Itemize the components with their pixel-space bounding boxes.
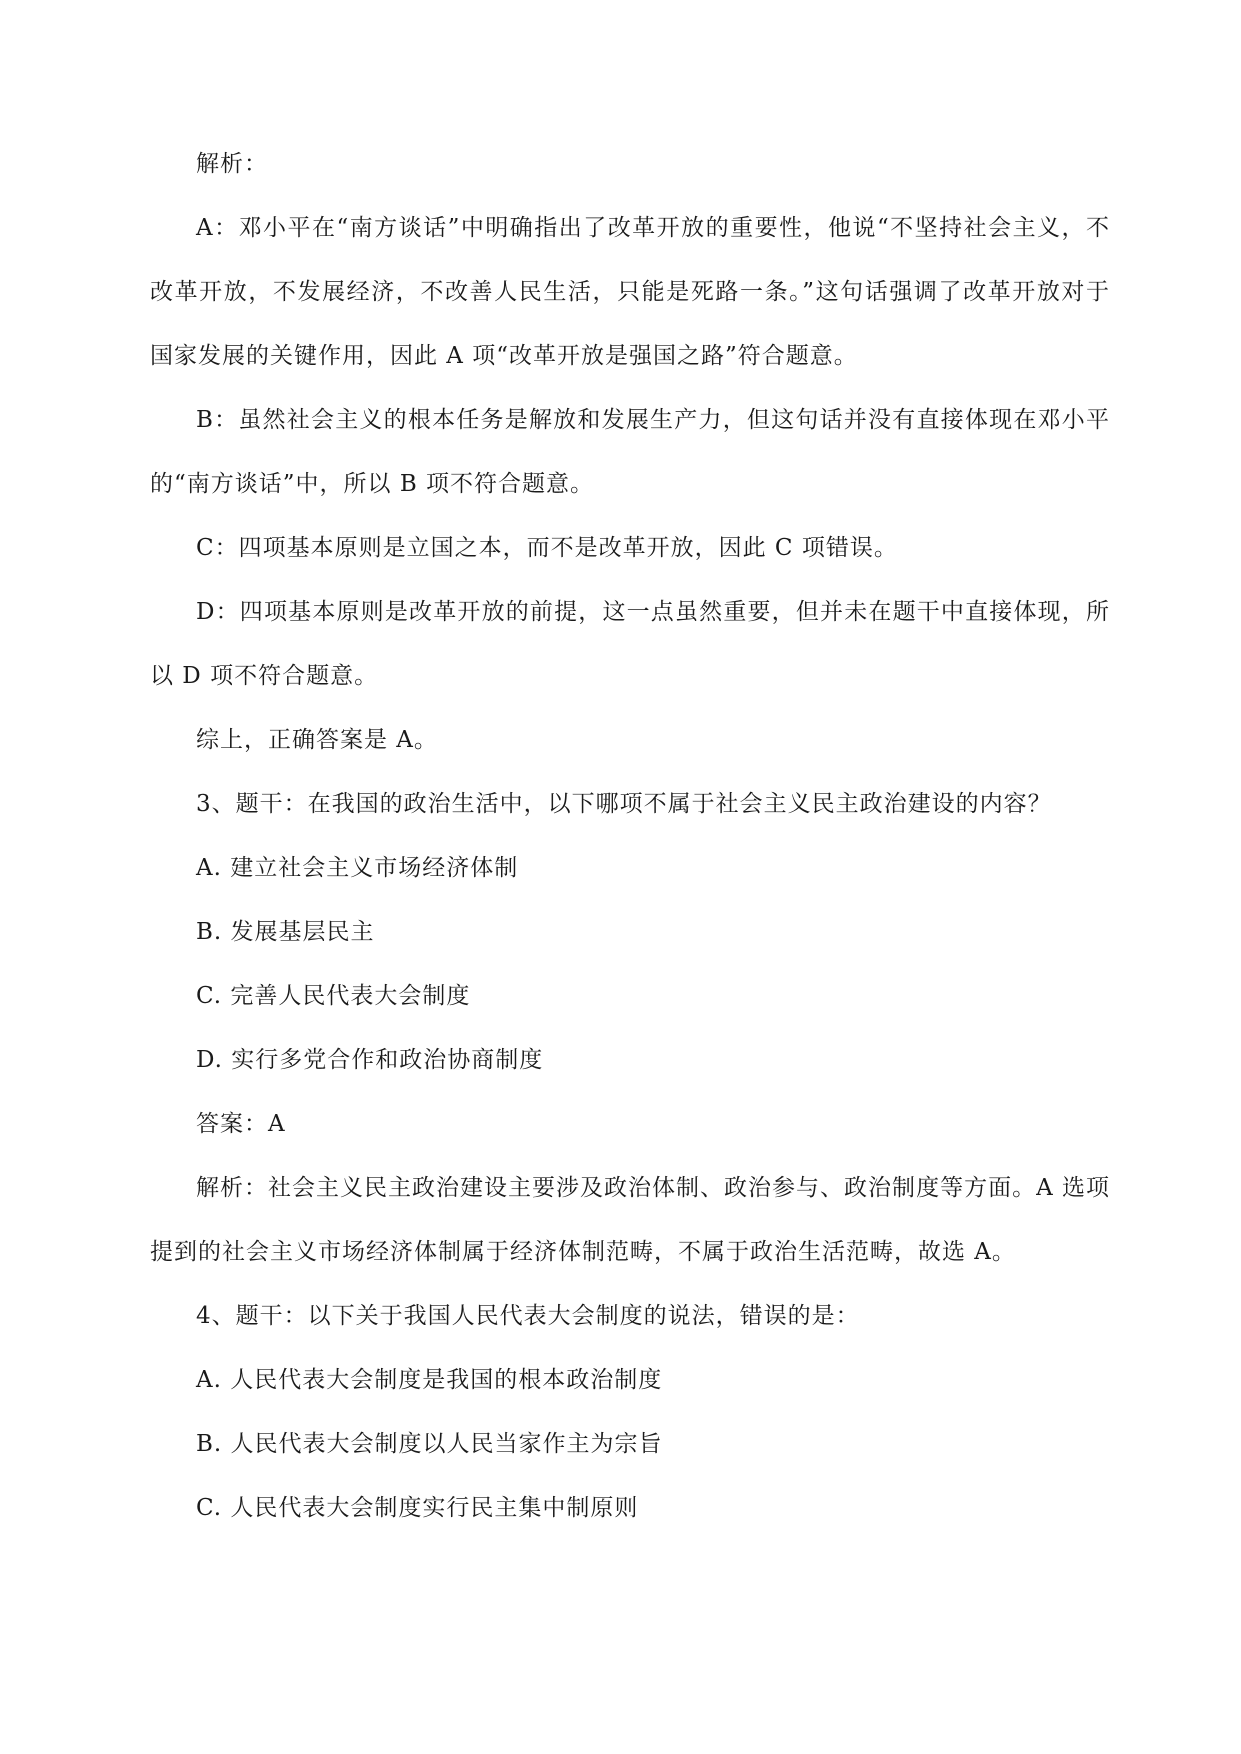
question-4-stem: 4、题干：以下关于我国人民代表大会制度的说法，错误的是： xyxy=(196,1303,860,1329)
question-3-option-c: C. 完善人民代表大会制度 xyxy=(196,983,471,1009)
question-4-option-c: C. 人民代表大会制度实行民主集中制原则 xyxy=(196,1495,639,1521)
question-3-option-b: B. 发展基层民主 xyxy=(196,919,375,945)
analysis-conclusion: 综上，正确答案是 A。 xyxy=(196,727,438,753)
question-4-option-a: A. 人民代表大会制度是我国的根本政治制度 xyxy=(196,1367,663,1393)
question-3-analysis: 解析：社会主义民主政治建设主要涉及政治体制、政治参与、政治制度等方面。A 选项提到的社会主义市场经济体制属于经济体制范畴，不属于政治生活范畴，故选 A。 xyxy=(150,1175,1110,1265)
analysis-heading: 解析： xyxy=(196,151,268,177)
analysis-option-a: A：邓小平在“南方谈话”中明确指出了改革开放的重要性，他说“不坚持社会主义，不改革开放，不发展经济，不改善人民生活，只能是死路一条。”这句话强调了改革开放对于国家发展的关键作用，因此 A 项“改革开放是强国之路”符合题意。 xyxy=(150,215,1110,369)
question-3-option-a: A. 建立社会主义市场经济体制 xyxy=(196,855,519,881)
analysis-option-b: B：虽然社会主义的根本任务是解放和发展生产力，但这句话并没有直接体现在邓小平的“南方谈话”中，所以 B 项不符合题意。 xyxy=(150,407,1110,497)
analysis-option-c: C：四项基本原则是立国之本，而不是改革开放，因此 C 项错误。 xyxy=(196,535,898,561)
analysis-option-d: D：四项基本原则是改革开放的前提，这一点虽然重要，但并未在题干中直接体现，所以 D 项不符合题意。 xyxy=(150,599,1110,689)
question-3-stem: 3、题干：在我国的政治生活中，以下哪项不属于社会主义民主政治建设的内容？ xyxy=(196,791,1052,817)
question-4-option-b: B. 人民代表大会制度以人民当家作主为宗旨 xyxy=(196,1431,663,1457)
question-3-answer: 答案：A xyxy=(196,1111,286,1137)
question-3-option-d: D. 实行多党合作和政治协商制度 xyxy=(196,1047,544,1073)
